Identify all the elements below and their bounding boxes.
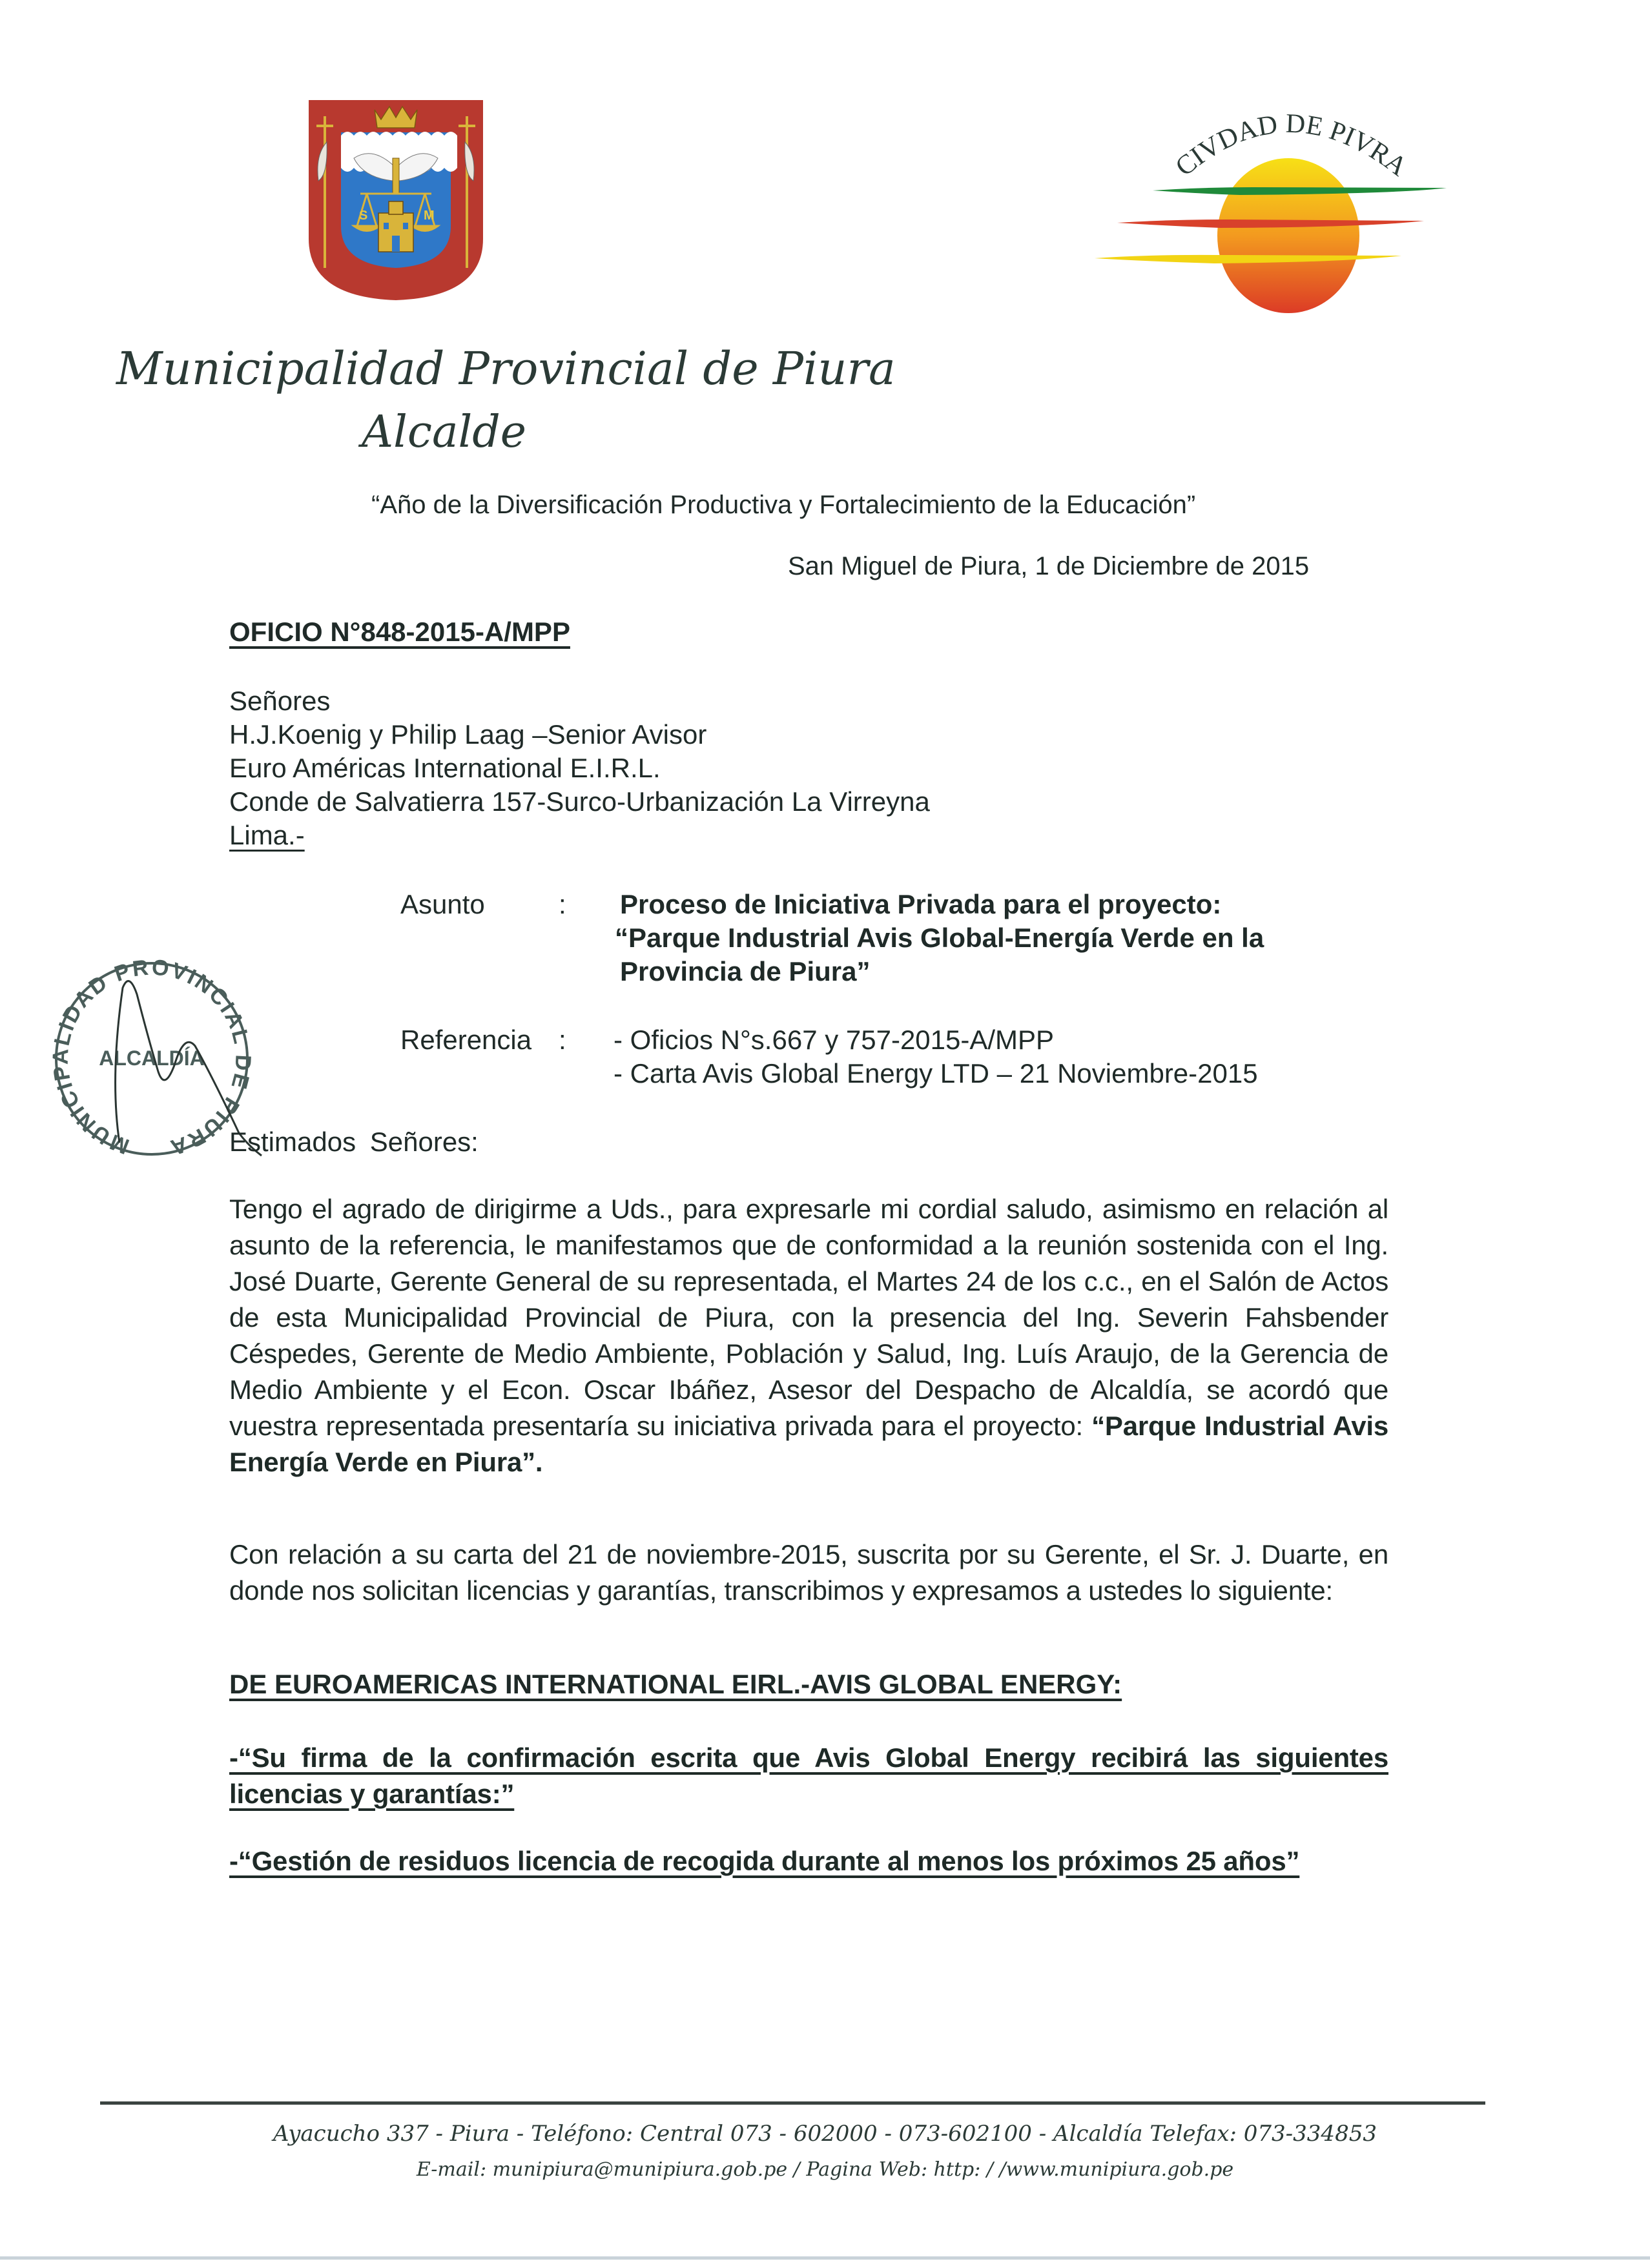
paragraph-letter-reply: Con relación a su carta del 21 de noviembre-2015, suscrita por su Gerente, el Sr. J. Duarte, en donde nos solicitan licencias y garantías, transcribimos y expresamos a ustedes lo siguiente:: [229, 1539, 1388, 1606]
crest-letter-s: S: [359, 209, 368, 223]
requested-item: -“Su firma de la confirmación escrita que Avis Global Energy recibirá las siguientes licencias y garantías:”: [229, 1742, 1388, 1809]
recipient-city: Lima.-: [229, 820, 305, 850]
referencia-line: - Oficios N°s.667 y 757-2015-A/MPP: [614, 1025, 1055, 1055]
date-line: San Miguel de Piura, 1 de Diciembre de 2015: [788, 552, 1310, 580]
city-logo-arc-text: CIVDAD DE PIVRA: [1170, 108, 1413, 183]
institution-name: Municipalidad Provincial de Piura: [116, 342, 896, 395]
requested-item: -“Gestión de residuos licencia de recogida durante al menos los próximos 25 años”: [229, 1846, 1300, 1876]
paragraph-meeting: [229, 1191, 1388, 1480]
greeting: Estimados Señores:: [229, 1127, 479, 1157]
project-name: “Parque Industrial Avis Energía Verde en Piura”.: [229, 1411, 1388, 1477]
asunto-colon: :: [559, 889, 566, 919]
asunto-line: “Parque Industrial Avis Global-Energía Verde en la: [615, 923, 1264, 953]
footer-divider: [100, 2101, 1485, 2105]
asunto-label: Asunto: [400, 889, 485, 919]
sun-icon: [1217, 158, 1359, 313]
referencia-row: [400, 1023, 1369, 1101]
office-title: Alcalde: [362, 407, 526, 458]
asunto-value: [615, 888, 1264, 988]
paragraph-meeting-text: Tengo el agrado de dirigirme a Uds., para expresarle mi cordial saludo, asimismo en relación al asunto de la referencia, le manifestamos que de conformidad a la reunión sostenida con el Ing. José Duarte, Gerente General de su representada, el Martes 24 de los c.c., en el Salón de Actos de esta Municipalidad Provincial de Piura, con la presencia del Ing. Severin Fahsbender Céspedes, Gerente de Medio Ambiente, Población y Salud, Ing. Luís Araujo, de la Gerencia de Medio Ambiente y el Econ. Oscar Ibáñez, Asesor del Despacho de Alcaldía, se acordó que vuestra representada presentaría su iniciativa privada para el proyecto:: [229, 1194, 1388, 1441]
referencia-value: [614, 1023, 1258, 1090]
green-stripe: [1153, 187, 1447, 195]
recipient-salutation: Señores: [229, 686, 331, 716]
footer-contact: E-mail: munipiura@munipiura.gob.pe / Pagina Web: http: / /www.munipiura.gob.pe: [416, 2158, 1234, 2181]
oficio-number: OFICIO N°848-2015-A/MPP: [229, 617, 570, 647]
stamp-center-text: ALCALDÍA: [99, 1047, 205, 1070]
referencia-line: - Carta Avis Global Energy LTD – 21 Noviembre-2015: [614, 1058, 1258, 1088]
scan-bottom-edge: [0, 2256, 1650, 2260]
crest-letter-m: M: [424, 209, 435, 223]
section-heading: DE EUROAMERICAS INTERNATIONAL EIRL.-AVIS GLOBAL ENERGY:: [229, 1669, 1122, 1699]
recipient-names: H.J.Koenig y Philip Laag –Senior Avisor: [229, 719, 707, 750]
referencia-colon: :: [559, 1025, 566, 1055]
year-motto: “Año de la Diversificación Productiva y Fortalecimiento de la Educación”: [371, 491, 1196, 519]
recipient-company: Euro Américas International E.I.R.L.: [229, 753, 661, 783]
recipient-address: Conde de Salvatierra 157-Surco-Urbanización La Virreyna: [229, 786, 930, 817]
municipal-crest-logo: [302, 97, 490, 303]
stamp-ring-text: MUNICIPALIDAD PROVINCIAL DE PIURA: [48, 955, 256, 1161]
footer-address: Ayacucho 337 - Piura - Teléfono: Central 073 - 602000 - 073-602100 - Alcaldía Telefax: 073-334853: [273, 2121, 1377, 2147]
yellow-stripe: [1095, 255, 1401, 263]
asunto-row: [400, 888, 1369, 1004]
referencia-label: Referencia: [400, 1025, 532, 1055]
ciudad-de-piura-logo: [1091, 97, 1505, 316]
recipient-block: [229, 684, 930, 852]
red-stripe: [1117, 220, 1424, 228]
asunto-line: Provincia de Piura”: [620, 956, 871, 986]
asunto-line: Proceso de Iniciativa Privada para el proyecto:: [620, 889, 1222, 919]
